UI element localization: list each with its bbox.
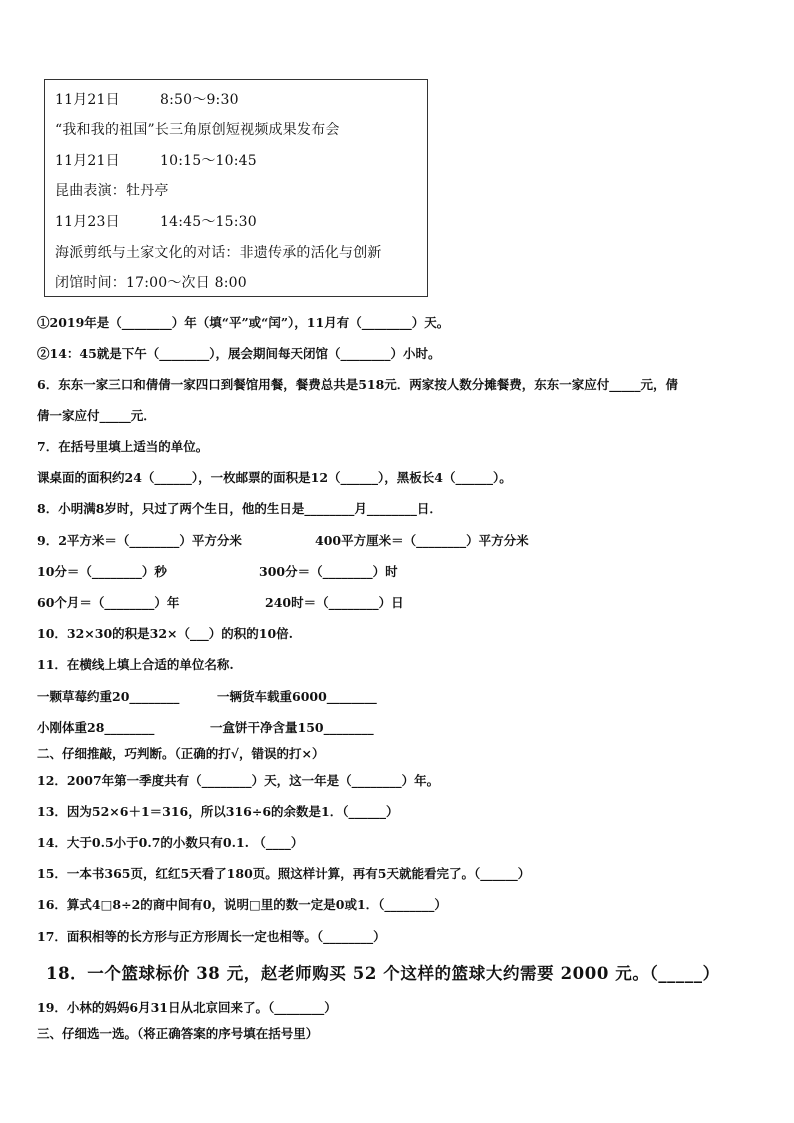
schedule-event: 昆曲表演：牡丹亭	[55, 183, 169, 199]
question-11: 11．在横线上填上合适的单位名称.	[37, 657, 234, 672]
question-16: 16．算式4□8÷2的商中间有0，说明□里的数一定是0或1．（________）	[37, 897, 447, 912]
section-3-heading: 三、仔细选一选。（将正确答案的序号填在括号里）	[37, 1026, 319, 1041]
schedule-time: 10:15～10:45	[160, 153, 257, 169]
question-11-row	[37, 687, 377, 705]
question-7-items: 课桌面的面积约24（______），一枚邮票的面积是12（______），黑板长4（______）。	[37, 470, 512, 485]
conversion-item: 240时＝（________）日	[265, 595, 404, 610]
unit-item: 一盒饼干净含量150________	[210, 720, 374, 735]
question-13: 13．因为52×6＋1＝316，所以316÷6的余数是1．（______）	[37, 804, 399, 819]
schedule-time: 8:50～9:30	[160, 92, 239, 108]
question-18: 18．一个篮球标价 38 元，赵老师购买 52 个这样的篮球大约需要 2000 元。（_____）	[46, 964, 720, 983]
schedule-event: “我和我的祖国”长三角原创短视频成果发布会	[55, 122, 340, 138]
question-5b: ②14：45就是下午（________），展会期间每天闭馆（________）小时。	[37, 346, 441, 361]
schedule-event: 海派剪纸与土家文化的对话：非遗传承的活化与创新	[55, 245, 382, 261]
question-12: 12．2007年第一季度共有（________）天，这一年是（________）年。	[37, 773, 440, 788]
schedule-row	[55, 89, 239, 109]
schedule-date: 11月21日	[55, 153, 120, 169]
schedule-row	[55, 211, 257, 231]
question-6: 6．东东一家三口和倩倩一家四口到餐馆用餐，餐费总共是518元．两家按人数分摊餐费，东东一家应付_____元，倩	[37, 377, 679, 392]
question-6-cont: 倩一家应付_____元．	[37, 408, 156, 423]
schedule-time: 14:45～15:30	[160, 214, 257, 230]
unit-item: 一颗草莓约重20________	[37, 689, 180, 704]
conversion-item: 9．2平方米＝（________）平方分米	[37, 533, 242, 548]
question-9-row	[37, 531, 529, 549]
conversion-item: 60个月＝（________）年	[37, 595, 180, 610]
question-10: 10．32×30的积是32×（___）的积的10倍.	[37, 626, 294, 641]
conversion-item: 300分＝（________）时	[259, 564, 398, 579]
question-5a: ①2019年是（________）年（填“平”或“闰”），11月有（________）天。	[37, 315, 450, 330]
schedule-box	[44, 79, 428, 297]
question-9-row	[37, 562, 398, 580]
section-2-heading: 二、仔细推敲，巧判断。（正确的打√，错误的打×）	[37, 746, 325, 761]
question-19: 19．小林的妈妈6月31日从北京回来了。（________）	[37, 1000, 337, 1015]
question-9-row	[37, 593, 404, 611]
closing-time: 闭馆时间：17:00～次日 8:00	[55, 275, 247, 291]
schedule-row	[55, 150, 257, 170]
unit-item: 一辆货车载重6000________	[217, 689, 377, 704]
question-11-row	[37, 718, 374, 736]
schedule-date: 11月23日	[55, 214, 120, 230]
question-15: 15．一本书365页，红红5天看了180页。照这样计算，再有5天就能看完了。（______）	[37, 866, 531, 881]
unit-item: 小刚体重28________	[37, 720, 155, 735]
schedule-date: 11月21日	[55, 92, 120, 108]
question-7: 7．在括号里填上适当的单位。	[37, 439, 209, 454]
conversion-item: 10分＝（________）秒	[37, 564, 167, 579]
question-17: 17．面积相等的长方形与正方形周长一定也相等。（________）	[37, 929, 386, 944]
question-14: 14．大于0.5小于0.7的小数只有0.1. （____）	[37, 835, 304, 850]
question-8: 8．小明满8岁时，只过了两个生日，他的生日是________月________日．	[37, 501, 442, 516]
conversion-item: 400平方厘米＝（________）平方分米	[315, 533, 529, 548]
